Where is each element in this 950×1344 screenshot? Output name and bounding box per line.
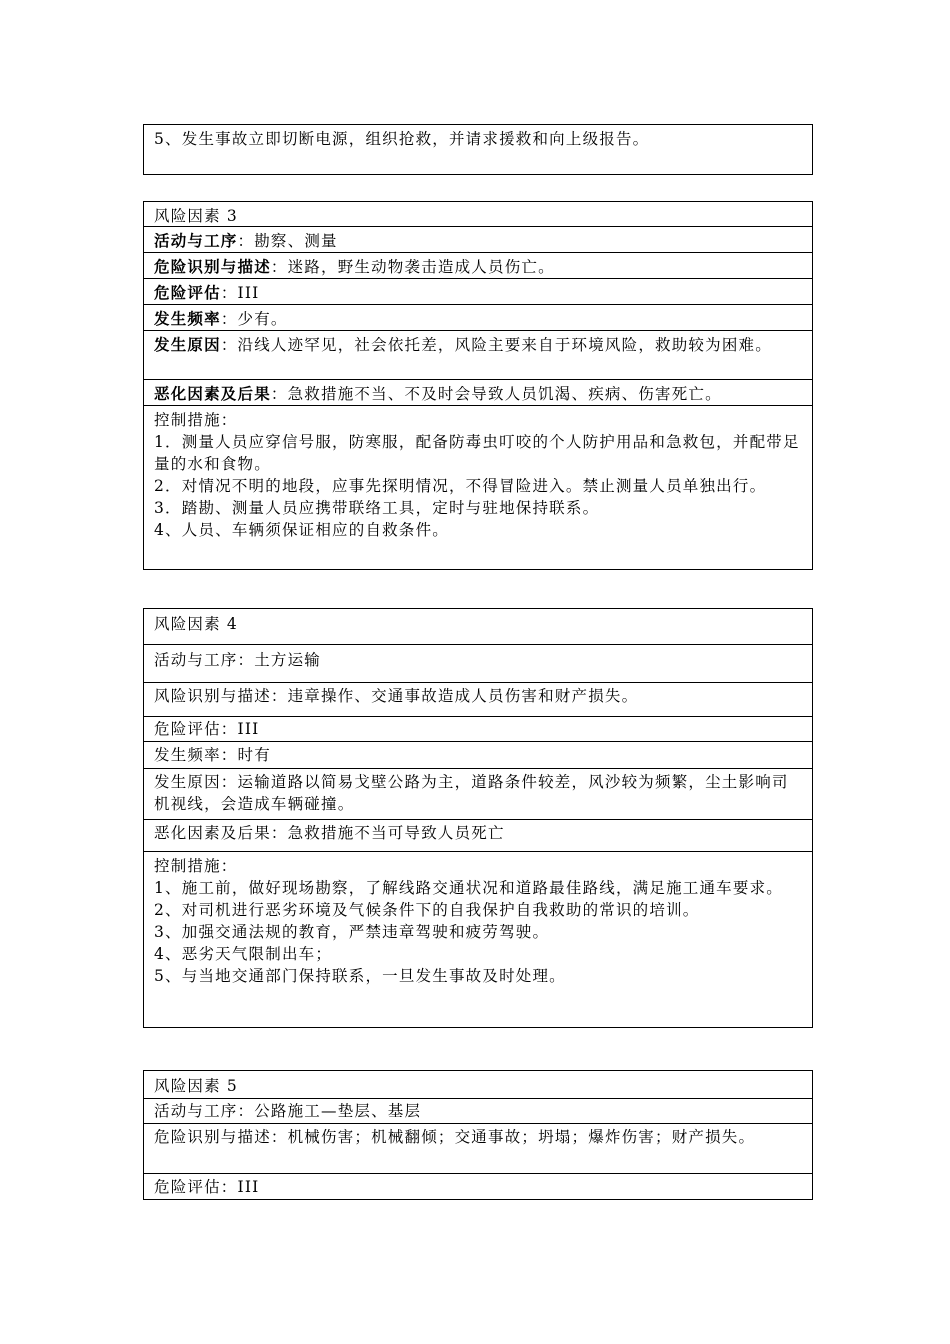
activity-row: 活动与工序：土方运输 xyxy=(143,645,813,683)
measure-item: 1．测量人员应穿信号服，防寒服，配备防毒虫叮咬的个人防护用品和急救包，并配带足量的水和食物。 xyxy=(154,433,800,473)
frequency-row: 发生频率：时有 xyxy=(143,742,813,769)
hazard-row: 风险识别与描述：违章操作、交通事故造成人员伤害和财产损失。 xyxy=(143,683,813,717)
measure-item: 2、对司机进行恶劣环境及气候条件下的自我保护自我救助的常识的培训。 xyxy=(154,901,700,919)
risk-title: 风险因素 4 xyxy=(143,608,813,645)
measure-item: 3、加强交通法规的教育，严禁违章驾驶和疲劳驾驶。 xyxy=(154,923,550,941)
risk-title: 风险因素 3 xyxy=(143,201,813,227)
measure-item: 1、施工前，做好现场勘察，了解线路交通状况和道路最佳路线，满足施工通车要求。 xyxy=(154,879,783,897)
measure-item: 5、发生事故立即切断电源，组织抢救，并请求援救和向上级报告。 xyxy=(143,124,813,175)
worsen-row: 恶化因素及后果：急救措施不当可导致人员死亡 xyxy=(143,820,813,852)
frequency-row: 发生频率：少有。 xyxy=(143,305,813,331)
measure-item: 2．对情况不明的地段，应事先探明情况，不得冒险进入。禁止测量人员单独出行。 xyxy=(154,477,767,495)
measures-title: 控制措施： xyxy=(154,411,238,429)
worsen-row: 恶化因素及后果：急救措施不当、不及时会导致人员饥渴、疾病、伤害死亡。 xyxy=(143,380,813,406)
activity-row: 活动与工序：公路施工—垫层、基层 xyxy=(143,1099,813,1124)
measures-title: 控制措施： xyxy=(154,857,238,875)
risk-table-4 xyxy=(143,608,813,1028)
assessment-row: 危险评估：III xyxy=(143,717,813,742)
measures-cell xyxy=(143,852,813,1028)
risk-table-5 xyxy=(143,1070,813,1200)
measure-item: 4、人员、车辆须保证相应的自救条件。 xyxy=(154,521,449,539)
cause-row: 发生原因：运输道路以简易戈壁公路为主，道路条件较差，风沙较为频繁，尘土影响司机视线，会造成车辆碰撞。 xyxy=(143,769,813,820)
measure-item: 4、恶劣天气限制出车； xyxy=(154,945,333,963)
hazard-row: 危险识别与描述：机械伤害；机械翻倾；交通事故；坍塌；爆炸伤害；财产损失。 xyxy=(143,1124,813,1174)
cause-row: 发生原因：沿线人迹罕见，社会依托差，风险主要来自于环境风险，救助较为困难。 xyxy=(143,331,813,380)
risk-table-3 xyxy=(143,201,813,570)
risk-title: 风险因素 5 xyxy=(143,1070,813,1099)
measures-cell xyxy=(143,406,813,570)
assessment-row: 危险评估：III xyxy=(143,279,813,305)
hazard-row: 危险识别与描述：迷路，野生动物袭击造成人员伤亡。 xyxy=(143,253,813,279)
measure-item: 3．踏勘、测量人员应携带联络工具，定时与驻地保持联系。 xyxy=(154,499,600,517)
activity-row: 活动与工序：勘察、测量 xyxy=(143,227,813,253)
risk-table-continued xyxy=(143,124,813,175)
measure-item: 5、与当地交通部门保持联系，一旦发生事故及时处理。 xyxy=(154,967,566,985)
assessment-row: 危险评估：III xyxy=(143,1174,813,1200)
